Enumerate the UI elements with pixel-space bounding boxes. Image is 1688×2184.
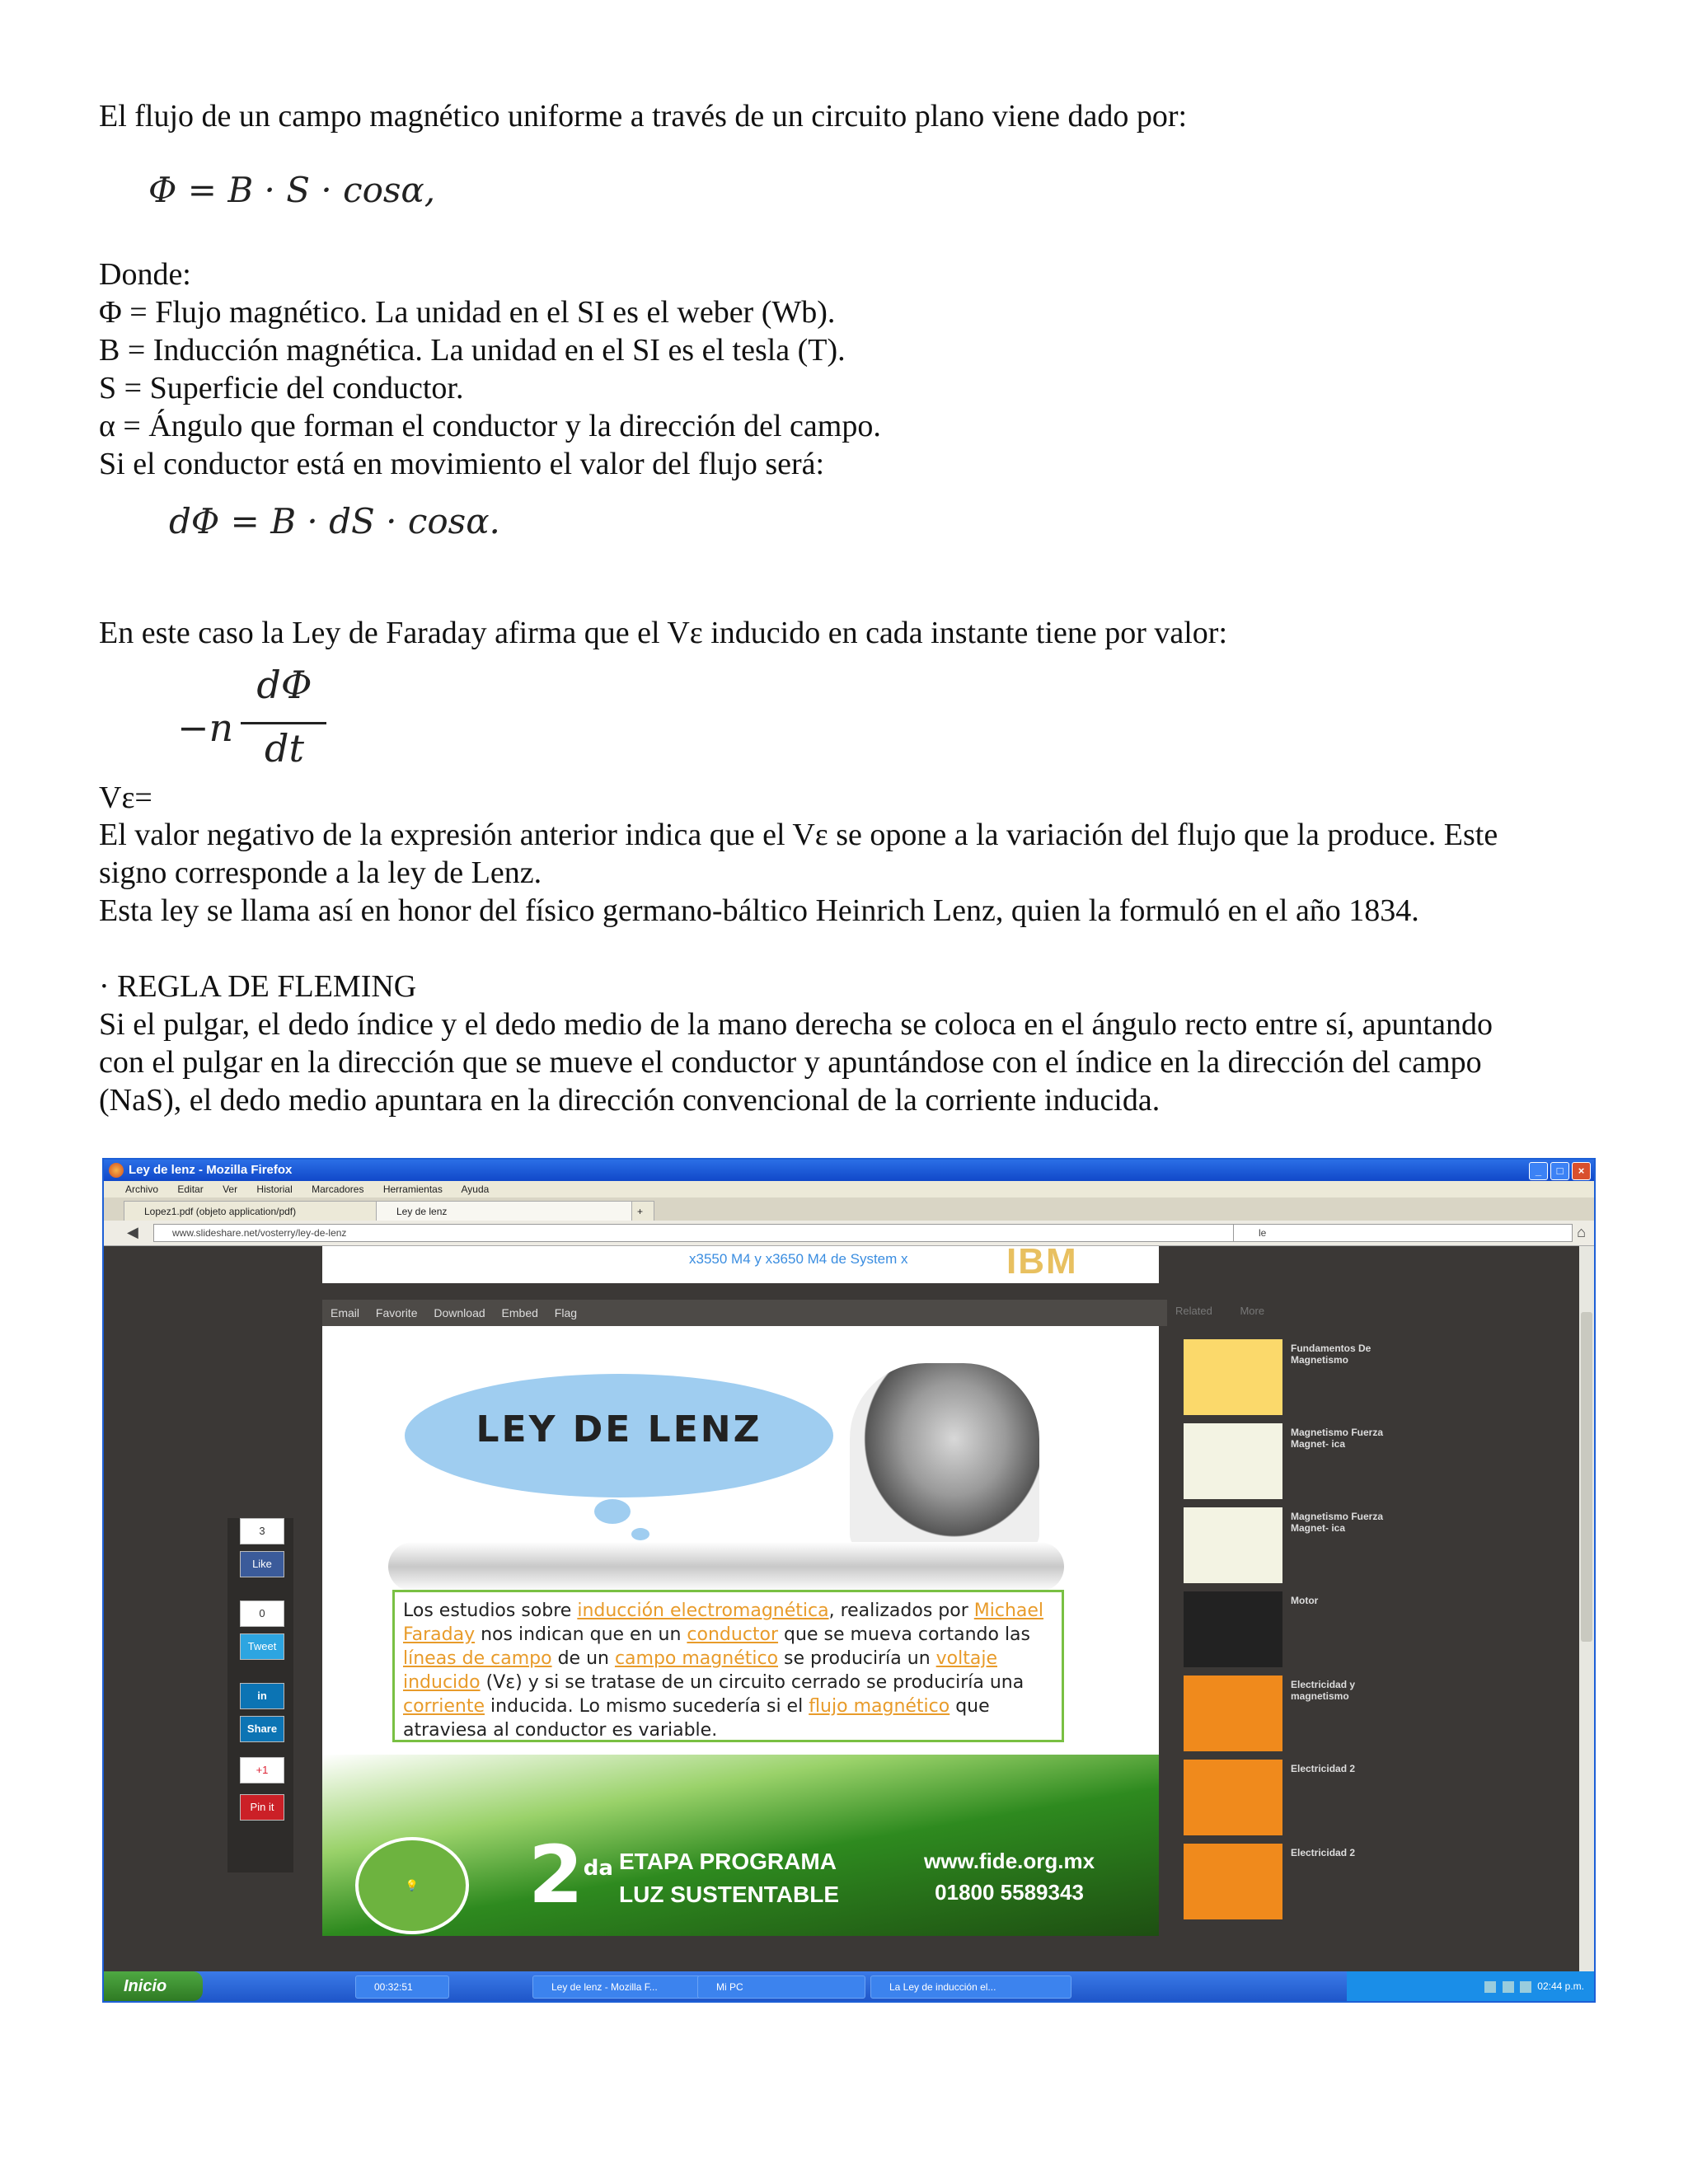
vertical-scrollbar[interactable]: [1579, 1246, 1594, 1971]
related-title[interactable]: Magnetismo Fuerza Magnet- ica: [1291, 1427, 1384, 1450]
home-icon[interactable]: ⌂: [1577, 1224, 1586, 1240]
text-segment: que atraviesa al conductor es variable.: [403, 1696, 990, 1741]
related-thumb[interactable]: [1184, 1675, 1282, 1751]
tab-bar: [104, 1197, 1594, 1221]
menu-bar: [104, 1181, 1594, 1197]
ve-label: Vε=: [99, 780, 152, 815]
linkedin-icon[interactable]: in: [240, 1683, 284, 1709]
banner-line-2: LUZ SUSTENTABLE: [619, 1882, 840, 1907]
page-content: [104, 1241, 1579, 1971]
social-share-bar: [227, 1518, 293, 1872]
fide-bulb-logo: 💡: [355, 1837, 469, 1934]
cloud-bubble: [594, 1499, 631, 1524]
related-thumb[interactable]: [1184, 1507, 1282, 1583]
facebook-like-button[interactable]: Like: [240, 1551, 284, 1577]
window-titlebar: [104, 1160, 1594, 1181]
minus-n: −n: [177, 705, 234, 750]
banner-number-digit: 2: [528, 1829, 584, 1921]
text-segment: se produciría un: [778, 1648, 936, 1669]
slide-toolbar: [322, 1300, 1167, 1326]
banner-superscript: da: [583, 1856, 613, 1881]
lenz-portrait-image: [850, 1363, 1039, 1553]
maximize-icon[interactable]: □: [1550, 1162, 1569, 1180]
related-tabs: [1167, 1300, 1398, 1323]
window-title: Ley de lenz - Mozilla Firefox: [129, 1163, 293, 1177]
email-button[interactable]: Email: [331, 1306, 360, 1319]
link-flujo-magnetico[interactable]: flujo magnético: [809, 1696, 950, 1717]
differential-flux-formula: dΦ = B · dS · cosα.: [169, 501, 500, 541]
banner-url: www.fide.org.mx: [924, 1849, 1095, 1873]
task-firefox[interactable]: Ley de lenz - Mozilla F...: [532, 1975, 701, 1999]
address-bar[interactable]: www.slideshare.net/vosterry/ley-de-lenz: [153, 1224, 1245, 1242]
tab-pdf[interactable]: Lopez1.pdf (objeto application/pdf): [124, 1201, 392, 1221]
link-induccion[interactable]: inducción electromagnética: [577, 1601, 829, 1621]
related-thumb[interactable]: [1184, 1591, 1282, 1667]
scrollbar-thumb[interactable]: [1581, 1312, 1592, 1642]
menu-herramientas[interactable]: Herramientas: [382, 1183, 443, 1195]
tweet-button[interactable]: Tweet: [240, 1633, 284, 1660]
ad-text: x3550 M4 y x3650 M4 de System x: [689, 1251, 908, 1267]
fraction-numerator: dΦ: [256, 663, 312, 707]
menu-archivo[interactable]: Archivo: [125, 1183, 159, 1195]
minimize-icon[interactable]: _: [1529, 1162, 1548, 1180]
slide-viewer: [322, 1326, 1159, 1936]
related-thumb[interactable]: [1184, 1423, 1282, 1499]
negativo-line-2: signo corresponde a la ley de Lenz.: [99, 855, 542, 890]
task-word-doc[interactable]: La Ley de inducción el...: [870, 1975, 1071, 1999]
link-lineas-de-campo[interactable]: líneas de campo: [403, 1648, 552, 1669]
linkedin-share-button[interactable]: Share: [240, 1716, 284, 1742]
related-title[interactable]: Fundamentos De Magnetismo: [1291, 1343, 1372, 1366]
text-segment: inducida. Lo mismo sucedería si el: [485, 1696, 809, 1717]
definition-phi: Φ = Flujo magnético. La unidad en el SI es el weber (Wb).: [99, 295, 836, 330]
banner-phone: 01800 5589343: [935, 1880, 1084, 1905]
text-segment: (Vε) y si se tratase de un circuito cerrado se produciría una: [480, 1672, 1025, 1693]
text-segment: de un: [551, 1648, 615, 1669]
link-conductor[interactable]: conductor: [687, 1624, 779, 1645]
close-icon[interactable]: ×: [1572, 1162, 1591, 1180]
related-title[interactable]: Electricidad 2: [1291, 1847, 1356, 1858]
banner-number: [528, 1829, 613, 1921]
search-box[interactable]: le: [1233, 1224, 1573, 1242]
favorite-button[interactable]: Favorite: [375, 1306, 418, 1319]
text-segment: Los estudios sobre: [403, 1601, 578, 1621]
definition-b: B = Inducción magnética. La unidad en el SI es el tesla (T).: [99, 333, 846, 368]
menu-marcadores[interactable]: Marcadores: [312, 1183, 364, 1195]
menu-historial[interactable]: Historial: [256, 1183, 293, 1195]
new-tab-button[interactable]: +: [631, 1201, 654, 1221]
pinterest-button[interactable]: Pin it: [240, 1794, 284, 1821]
tray-security-icon[interactable]: [1520, 1981, 1531, 1993]
text-segment: , realizados por: [828, 1601, 974, 1621]
text-segment: que se mueva cortando las: [778, 1624, 1030, 1645]
slide-divider: [388, 1542, 1064, 1591]
fleming-line-1: Si el pulgar, el dedo índice y el dedo medio de la mano derecha se coloca en el ángulo recto entre sí, apuntando: [99, 1007, 1493, 1042]
back-arrow-icon[interactable]: ◀: [127, 1224, 138, 1240]
slide-title: LEY DE LENZ: [476, 1408, 762, 1451]
clock: 02:44 p.m.: [1537, 1980, 1584, 1992]
tab-more[interactable]: More: [1240, 1305, 1265, 1317]
menu-ver[interactable]: Ver: [223, 1183, 238, 1195]
task-mi-pc[interactable]: Mi PC: [697, 1975, 865, 1999]
fraction-bar: [241, 722, 326, 724]
embed-button[interactable]: Embed: [501, 1306, 538, 1319]
intro-text: El flujo de un campo magnético uniforme a través de un circuito plano viene dado por:: [99, 99, 1188, 134]
tab-ley-de-lenz[interactable]: [376, 1201, 645, 1221]
browser-screenshot: [102, 1158, 1596, 2003]
banner-contact: [924, 1845, 1095, 1908]
related-title[interactable]: Electricidad y magnetismo: [1291, 1679, 1356, 1702]
tweet-count: 0: [240, 1601, 284, 1627]
slide-text-box: [392, 1590, 1064, 1742]
honor-text: Esta ley se llama así en honor del físico germano-báltico Heinrich Lenz, quien la formuló en el año 1834.: [99, 893, 1419, 928]
window-controls: [1529, 1162, 1591, 1180]
negativo-line-1: El valor negativo de la expresión anterior indica que el Vε se opone a la variación del flujo que la produce. Este: [99, 818, 1498, 852]
related-title[interactable]: Motor: [1291, 1595, 1319, 1606]
system-tray: [1347, 1971, 1594, 2001]
start-button[interactable]: Inicio: [104, 1971, 203, 2001]
ibm-logo: IBM: [1006, 1241, 1078, 1282]
definition-s: S = Superficie del conductor.: [99, 371, 464, 405]
movimiento-text: Si el conductor está en movimiento el valor del flujo será:: [99, 447, 825, 481]
download-button[interactable]: Download: [434, 1306, 485, 1319]
flux-formula: Φ = B · S · cosα,: [148, 170, 436, 210]
menu-ayuda[interactable]: Ayuda: [461, 1183, 490, 1195]
timer-task[interactable]: 00:32:51: [355, 1975, 449, 1999]
link-corriente[interactable]: corriente: [403, 1696, 485, 1717]
related-title[interactable]: Electricidad 2: [1291, 1763, 1356, 1774]
donde-label: Donde:: [99, 257, 191, 292]
link-voltaje-inducido[interactable]: voltaje inducido: [403, 1648, 997, 1693]
related-thumb[interactable]: [1184, 1760, 1282, 1835]
fraction-denominator: dt: [265, 726, 304, 771]
firefox-logo-icon: [109, 1163, 124, 1178]
related-sidebar: [1167, 1300, 1390, 1975]
related-thumb[interactable]: [1184, 1844, 1282, 1919]
fleming-title: · REGLA DE FLEMING: [99, 969, 417, 1004]
link-campo-magnetico[interactable]: campo magnético: [614, 1648, 779, 1669]
fleming-line-2: con el pulgar en la dirección que se mueve el conductor y apuntándose con el índice en la dirección del campo: [99, 1045, 1482, 1080]
banner-line-1: ETAPA PROGRAMA: [619, 1849, 837, 1874]
tray-network-icon[interactable]: [1484, 1981, 1496, 1993]
menu-editar[interactable]: Editar: [177, 1183, 204, 1195]
cloud-bubble-small: [631, 1528, 649, 1540]
related-thumb[interactable]: [1184, 1339, 1282, 1415]
tray-volume-icon[interactable]: [1503, 1981, 1514, 1993]
ibm-ad-banner[interactable]: [322, 1241, 1159, 1283]
flag-button[interactable]: Flag: [554, 1306, 578, 1319]
banner-text: [619, 1845, 839, 1911]
definition-alpha: α = Ángulo que forman el conductor y la dirección del campo.: [99, 409, 881, 443]
tab-label: Ley de lenz: [396, 1206, 448, 1217]
faraday-text: En este caso la Ley de Faraday afirma que el Vε inducido en cada instante tiene por valor:: [99, 616, 1228, 650]
text-segment: nos indican que en un: [475, 1624, 687, 1645]
related-title[interactable]: Magnetismo Fuerza Magnet- ica: [1291, 1511, 1384, 1534]
tab-related[interactable]: Related: [1175, 1305, 1212, 1317]
link-faraday[interactable]: Michael Faraday: [403, 1601, 1044, 1645]
like-count: 3: [240, 1518, 284, 1544]
fleming-line-3: (NaS), el dedo medio apuntara en la dirección convencional de la corriente inducida.: [99, 1083, 1160, 1118]
windows-taskbar: [104, 1971, 1594, 2001]
navigation-bar: [104, 1221, 1594, 1246]
google-plus-button[interactable]: +1: [240, 1757, 284, 1783]
